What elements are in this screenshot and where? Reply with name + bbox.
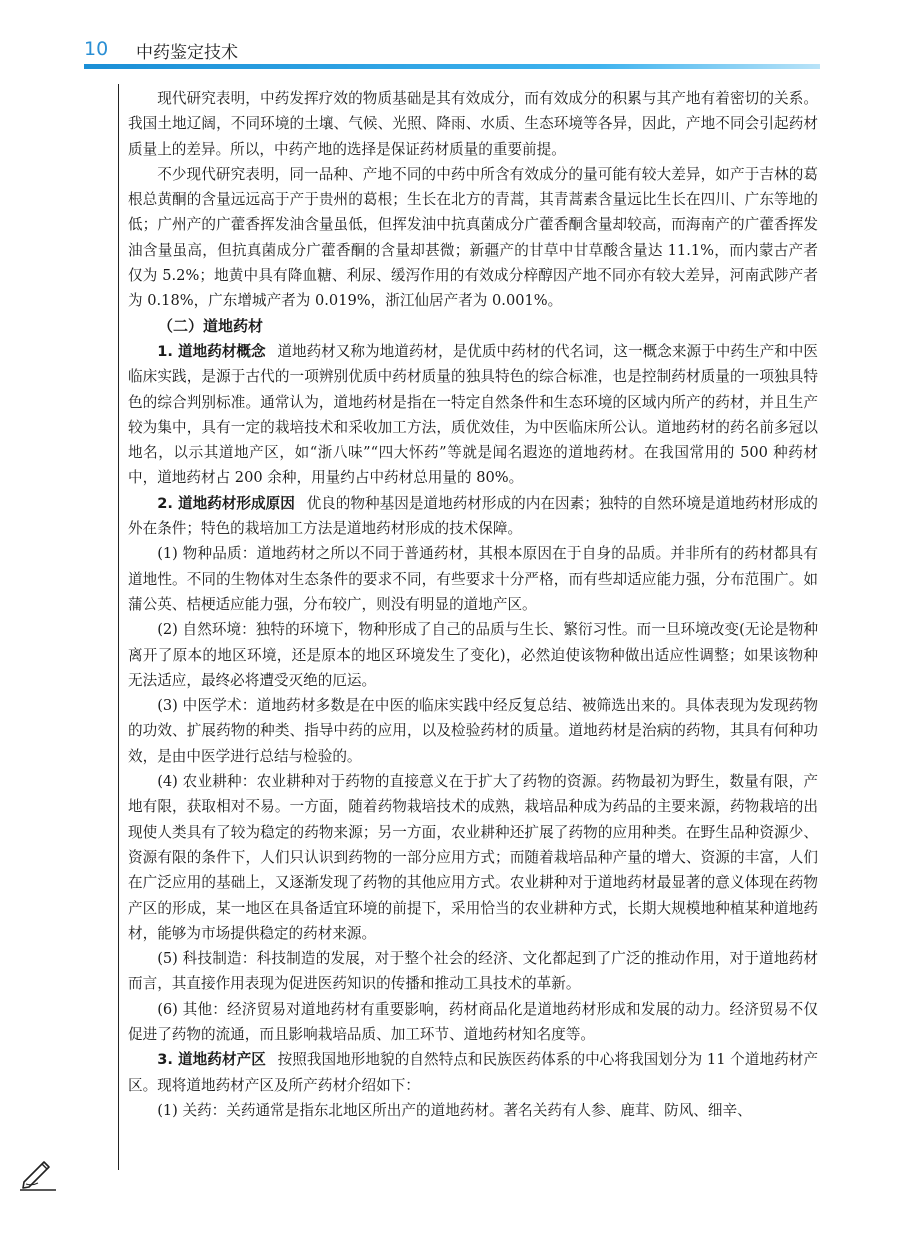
page-number: 10 [84,38,109,60]
page-header [0,0,900,80]
book-title: 中药鉴定技术 [136,43,238,63]
paragraph: 不少现代研究表明，同一品种、产地不同的中药中所含有效成分的量可能有较大差异，如产于吉林的葛根总黄酮的含量远远高于产于贵州的葛根；生长在北方的青蒿，其青蒿素含量远比生长在四川、广东等地的低；广州产的广藿香挥发油含量虽低，但挥发油中抗真菌成分广藿香酮含量却较高，而海南产的广藿香挥发油含量虽高，但抗真菌成分广藿香酮的含量却甚微；新疆产的甘草中甘草酸含量达 11.1%，而内蒙古产者仅为 5.2%；地黄中具有降血糖、利尿、缓泻作用的有效成分梓醇因产地不同亦有较大差异，河南武陟产者为 0.18%，广东增城产者为 0.019%，浙江仙居产者为 0.001%。 [128,165,818,310]
pen-icon [18,1152,58,1192]
list-item: (2) 自然环境：独特的环境下，物种形成了自己的品质与生长、繁衍习性。而一旦环境改变(无论是物种离开了原本的地区环境，还是原本的地区环境发生了变化)，必然迫使该物种做出适应性调整；如果该物种无法适应，最终必将遭受灭绝的厄运。 [128,621,818,689]
paragraph: 现代研究表明，中药发挥疗效的物质基础是其有效成分，而有效成分的积累与其产地有着密切的关系。我国土地辽阔，不同环境的土壤、气候、光照、降雨、水质、生态环境等各异，因此，产地不同会引起药材质量上的差异。所以，中药产地的选择是保证药材质量的重要前提。 [128,90,818,158]
page-body [128,86,818,1123]
list-item: (5) 科技制造：科技制造的发展，对于整个社会的经济、文化都起到了广泛的推动作用，对于道地药材而言，其直接作用表现为促进医药知识的传播和推动工具技术的革新。 [128,950,818,993]
paragraph [128,339,818,491]
list-item: (1) 物种品质：道地药材之所以不同于普通药材，其根本原因在于自身的品质。并非所有的药材都具有道地性。不同的生物体对生态条件的要求不同，有些要求十分严格，而有些却适应能力强，分布范围广。如蒲公英、桔梗适应能力强，分布较广，则没有明显的道地产区。 [128,545,818,613]
list-item: (3) 中医学术：道地药材多数是在中医的临床实践中经反复总结、被筛选出来的。具体表现为发现药物的功效、扩展药物的种类、指导中药的应用，以及检验药材的质量。道地药材是治病的药物，其具有何种功效，是由中医学进行总结与检验的。 [128,697,818,765]
subsection-heading: 1. 道地药材概念 [157,342,266,360]
list-item: (6) 其他：经济贸易对道地药材有重要影响，药材商品化是道地药材形成和发展的动力。经济贸易不仅促进了药物的流通，而且影响栽培品质、加工环节、道地药材知名度等。 [128,1000,818,1043]
paragraph-text: 优良的物种基因是道地药材形成的内在因素；独特的自然环境是道地药材形成的外在条件；特色的栽培加工方法是道地药材形成的技术保障。 [128,494,818,538]
list-item: (4) 农业耕种：农业耕种对于药物的直接意义在于扩大了药物的资源。药物最初为野生，数量有限，产地有限，获取相对不易。一方面，随着药物栽培技术的成熟，栽培品种成为药品的主要来源，药物栽培的出现使人类具有了较为稳定的药物来源；另一方面，农业耕种还扩展了药物的应用种类。在野生品种资源少、资源有限的条件下，人们只认识到药物的一部分应用方式；而随着栽培品种产量的增大、资源的丰富，人们在广泛应用的基础上，又逐渐发现了药物的其他应用方式。农业耕种对于道地药材最显著的意义体现在药物产区的形成，某一地区在具备适宜环境的前提下，采用恰当的农业耕种方式，长期大规模地种植某种道地药材，能够为市场提供稳定的药材来源。 [128,773,818,942]
section-heading: （二）道地药材 [158,316,264,335]
header-rule [84,64,820,69]
subsection-heading: 2. 道地药材形成原因 [157,494,295,512]
margin-rule [118,84,119,1170]
paragraph-text: 按照我国地形地貌的自然特点和民族医药体系的中心将我国划分为 11 个道地药材产区。现将道地药材产区及所产药材介绍如下： [128,1051,819,1094]
paragraph [128,1047,818,1098]
list-item: (1) 关药：关药通常是指东北地区所出产的道地药材。著名关药有人参、鹿茸、防风、细辛、 [157,1101,752,1119]
paragraph-text: 道地药材又称为地道药材，是优质中药材的代名词，这一概念来源于中药生产和中医临床实践，是源于古代的一项辨别优质中药材质量的独具特色的综合标准，也是控制药材质量的一项独具特色的综合判别标准。通常认为，道地药材是指在一特定自然条件和生态环境的区域内所产的药材，并且生产较为集中，具有一定的栽培技术和采收加工方法，质优效佳，为中医临床所公认。道地药材的药名前多冠以地名，以示其道地产区，如“浙八味”“四大怀药”等就是闻名遐迩的道地药材。在我国常用的 500 种药材中，道地药材占 200 余种，用量约占中药材总用量的 80%。 [128,342,818,487]
subsection-heading: 3. 道地药材产区 [157,1051,266,1069]
paragraph [128,491,818,542]
